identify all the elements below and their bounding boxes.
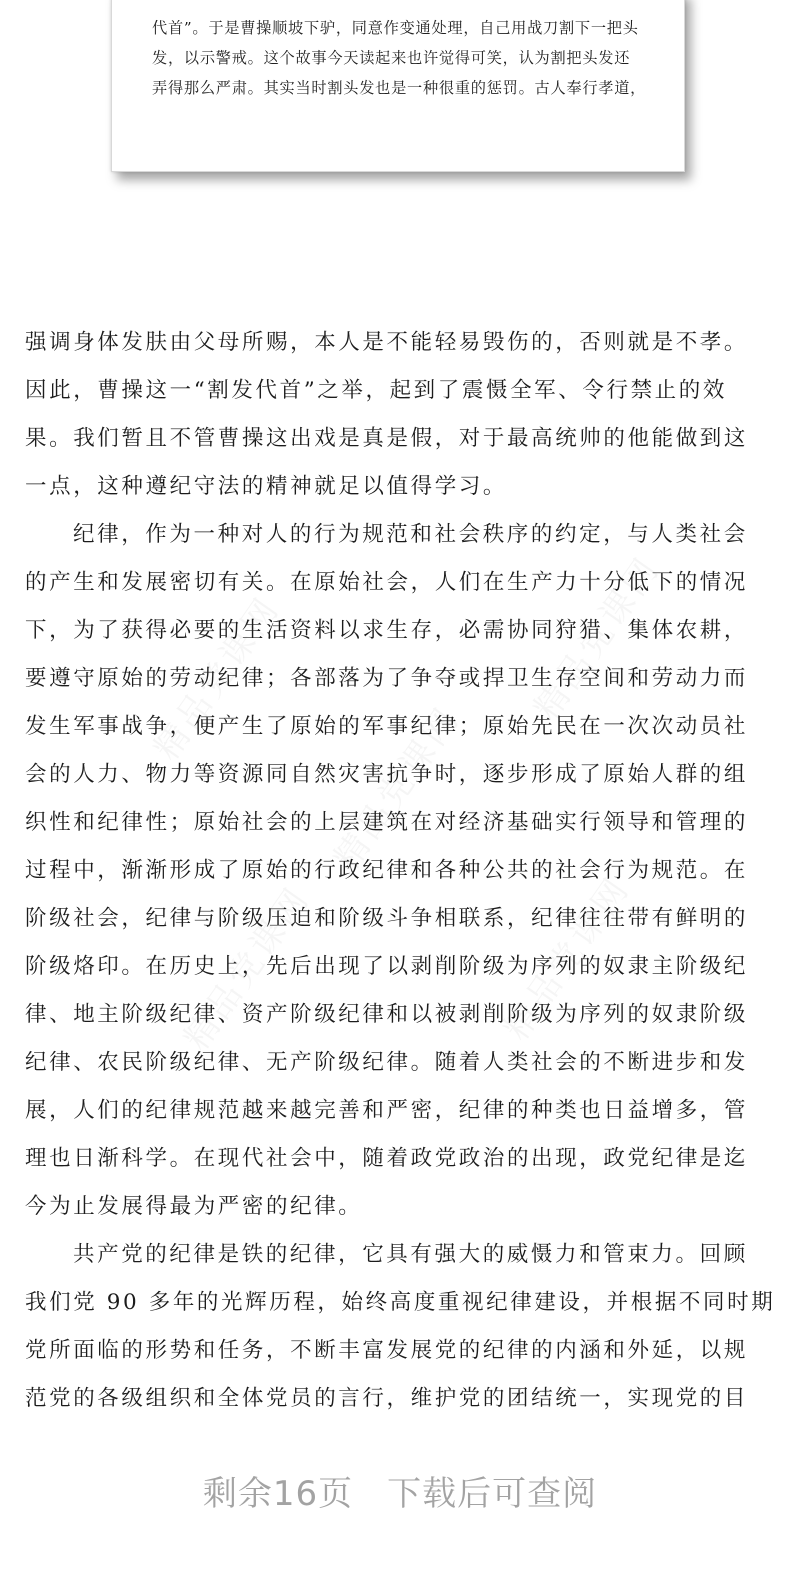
body-line: 发生军事战争，便产生了原始的军事纪律；原始先民在一次次动员社 <box>25 714 749 739</box>
preview-line: 弄得那么严肃。其实当时割头发也是一种很重的惩罚。古人奉行孝道， <box>152 79 647 97</box>
body-line: 我们党 90 多年的光辉历程，始终高度重视纪律建设，并根据不同时期 <box>25 1290 776 1315</box>
watermark: 精品党课网 <box>146 588 289 768</box>
body-line: 过程中，渐渐形成了原始的行政纪律和各种公共的社会行为规范。在 <box>25 858 749 883</box>
preview-line: 发，以示警戒。这个故事今天读起来也许觉得可笑，认为割把头发还 <box>152 49 631 67</box>
download-hint-label: 下载后可查阅 <box>387 1474 598 1514</box>
body-line: 强调身体发肤由父母所赐，本人是不能轻易毁伤的，否则就是不孝。 <box>25 330 749 355</box>
body-line: 一点，这种遵纪守法的精神就足以值得学习。 <box>25 474 508 499</box>
body-line: 果。我们暂且不管曹操这出戏是真是假，对于最高统帅的他能做到这 <box>25 426 749 451</box>
body-line: 纪律、农民阶级纪律、无产阶级纪律。随着人类社会的不断进步和发 <box>25 1050 749 1075</box>
paragraph-start-line: 共产党的纪律是铁的纪律，它具有强大的威慑力和管束力。回顾 <box>73 1242 748 1267</box>
watermark: 精品党课网 <box>176 878 319 1058</box>
body-line: 律、地主阶级纪律、资产阶级纪律和以被剥削阶级为序列的奴隶阶级 <box>25 1002 749 1027</box>
body-line: 党所面临的形势和任务，不断丰富发展党的纪律的内涵和外延，以规 <box>25 1338 749 1363</box>
body-line: 会的人力、物力等资源同自然灾害抗争时，逐步形成了原始人群的组 <box>25 762 749 787</box>
document-body <box>25 319 777 1423</box>
watermark: 精品党课网 <box>496 868 639 1048</box>
watermark: 精品党课网 <box>326 698 469 878</box>
body-line: 阶级社会，纪律与阶级压迫和阶级斗争相联系，纪律往往带有鲜明的 <box>25 906 749 931</box>
paragraph-start-line: 纪律，作为一种对人的行为规范和社会秩序的约定，与人类社会 <box>73 522 748 547</box>
body-line: 阶级烙印。在历史上，先后出现了以剥削阶级为序列的奴隶主阶级纪 <box>25 954 749 979</box>
preview-page-card <box>111 0 685 172</box>
preview-text-block <box>152 13 647 103</box>
remaining-pages-label: 剩余16页 <box>202 1474 354 1514</box>
body-line: 织性和纪律性；原始社会的上层建筑在对经济基础实行领导和管理的 <box>25 810 749 835</box>
body-line: 展，人们的纪律规范越来越完善和严密，纪律的种类也日益增多，管 <box>25 1098 749 1123</box>
body-line: 范党的各级组织和全体党员的言行，维护党的团结统一，实现党的目 <box>25 1386 749 1411</box>
body-line: 今为止发展得最为严密的纪律。 <box>25 1194 363 1219</box>
watermark: 精品党课网 <box>526 548 669 728</box>
body-line: 下，为了获得必要的生活资料以求生存，必需协同狩猎、集体农耕， <box>25 618 749 643</box>
remaining-pages-prompt[interactable] <box>0 1466 800 1515</box>
body-line: 理也日渐科学。在现代社会中，随着政党政治的出现，政党纪律是迄 <box>25 1146 749 1171</box>
body-line: 要遵守原始的劳动纪律；各部落为了争夺或捍卫生存空间和劳动力而 <box>25 666 749 691</box>
body-line: 的产生和发展密切有关。在原始社会，人们在生产力十分低下的情况 <box>25 570 749 595</box>
preview-line: 代首”。于是曹操顺坡下驴，同意作变通处理，自己用战刀割下一把头 <box>152 19 639 37</box>
body-line: 因此，曹操这一“割发代首”之举，起到了震慑全军、令行禁止的效 <box>25 378 727 403</box>
